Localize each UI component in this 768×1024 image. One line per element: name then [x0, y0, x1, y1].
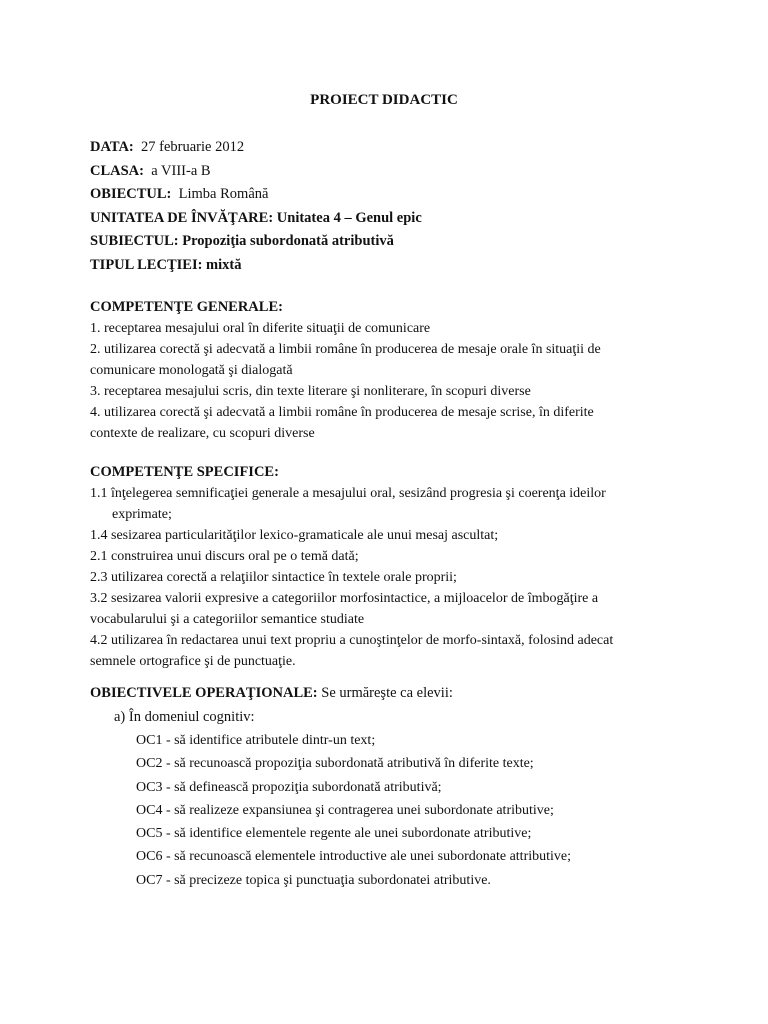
section-heading: OBIECTIVELE OPERAŢIONALE:	[90, 685, 318, 701]
meta-label: SUBIECTUL:	[90, 233, 179, 249]
list-item: comunicare monologată şi dialogată	[90, 363, 293, 378]
list-item: OC2 - să recunoască propoziţia subordonată atributivă în diferite texte;	[136, 756, 534, 772]
section-obiective-operationale	[90, 682, 690, 892]
list-item: 1.1 înţelegerea semnificaţiei generale a mesajului oral, sesizând progresia şi coerenţa ideilor	[90, 486, 606, 501]
meta-label: TIPUL LECŢIEI:	[90, 256, 203, 273]
subsection-cognitive: a) În domeniul cognitiv:	[114, 708, 255, 725]
meta-unit	[90, 207, 690, 231]
meta-value: a VIII-a B	[151, 162, 211, 179]
list-item: OC3 - să definească propoziţia subordonată atributivă;	[136, 779, 442, 795]
meta-label: CLASA:	[90, 162, 144, 179]
section-body	[90, 483, 690, 672]
meta-label: OBIECTUL:	[90, 186, 172, 202]
objectives-list	[90, 729, 690, 892]
meta-value: mixtă	[206, 256, 242, 273]
list-item: OC5 - să identifice elementele regente ale unei subordonate atributive;	[136, 826, 532, 842]
list-item: 4. utilizarea corectă şi adecvată a limbii române în producerea de mesaje scrise, în diferite	[90, 405, 594, 420]
meta-class	[90, 160, 690, 184]
list-item: OC7 - să precizeze topica şi punctuaţia subordonatei atributive.	[136, 872, 491, 888]
list-item: contexte de realizare, cu scopuri diverse	[90, 426, 315, 441]
meta-topic	[90, 230, 690, 254]
meta-lesson-type	[90, 254, 690, 278]
section-heading-line	[90, 682, 690, 706]
list-item: 1. receptarea mesajului oral în diferite situaţii de comunicare	[90, 321, 431, 336]
list-item: OC1 - să identifice atributele dintr-un text;	[136, 733, 376, 748]
list-item: 4.2 utilizarea în redactarea unui text propriu a cunoştinţelor de morfo-sintaxă, folosind adecat	[90, 633, 614, 648]
lesson-meta	[90, 136, 690, 277]
list-item: 2.1 construirea unui discurs oral pe o temă dată;	[90, 549, 359, 564]
section-heading: COMPETENŢE SPECIFICE:	[90, 464, 279, 480]
list-item: 1.4 sesizarea particularităţilor lexico-gramaticale ale unui mesaj ascultat;	[90, 528, 499, 543]
meta-subject	[90, 183, 690, 207]
list-item: 2.3 utilizarea corectă a relaţiilor sintactice în textele orale proprii;	[90, 570, 457, 585]
list-item: 3.2 sesizarea valorii expresive a categoriilor morfosintactice, a mijloacelor de îmbogăţire a	[90, 591, 599, 606]
meta-value: 27 februarie 2012	[141, 139, 245, 155]
list-item: OC4 - să realizeze expansiunea şi contragerea unei subordonate atributive;	[136, 802, 554, 818]
meta-value: Propoziţia subordonată atributivă	[182, 233, 394, 249]
meta-value: Unitatea 4 – Genul epic	[276, 209, 422, 226]
list-item: 2. utilizarea corectă şi adecvată a limbii române în producerea de mesaje orale în situaţii de	[90, 342, 601, 357]
section-intro: Se urmăreşte ca elevii:	[321, 685, 453, 701]
list-item: vocabularului şi a categoriilor semantice studiate	[90, 612, 365, 627]
section-heading: COMPETENŢE GENERALE:	[90, 299, 283, 315]
section-competente-specifice	[90, 461, 690, 672]
meta-date	[90, 136, 690, 160]
list-item: OC6 - să recunoască elementele introductive ale unei subordonate attributive;	[136, 849, 572, 865]
meta-label: DATA:	[90, 139, 134, 155]
list-item: exprimate;	[112, 507, 172, 522]
list-item: semnele ortografice şi de punctuaţie.	[90, 654, 296, 669]
document-title: PROIECT DIDACTIC	[310, 92, 458, 108]
section-body	[90, 318, 690, 444]
meta-value: Limba Română	[178, 186, 269, 202]
section-competente-generale	[90, 296, 690, 444]
list-item: 3. receptarea mesajului scris, din texte literare şi nonliterare, în scopuri diverse	[90, 384, 531, 399]
meta-label: UNITATEA DE ÎNVĂŢARE:	[90, 209, 274, 226]
